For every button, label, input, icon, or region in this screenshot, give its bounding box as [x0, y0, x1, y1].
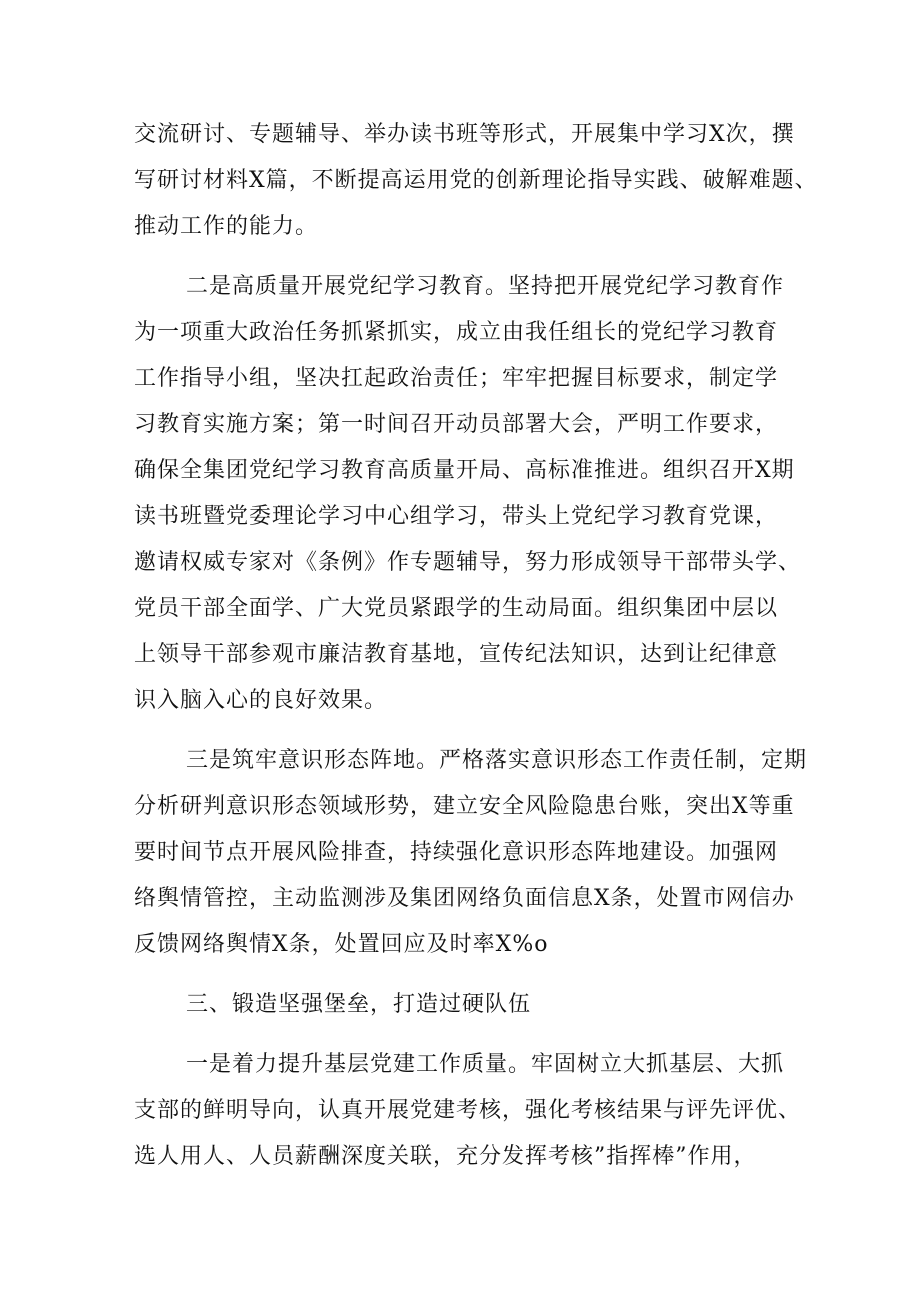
text-line: 工作指导小组，坚决扛起政治责任；牢牢把握目标要求，制定学 [134, 366, 779, 391]
section-heading-3 [134, 982, 794, 1028]
text-line: 交流研讨、专题辅导、举办读书班等形式，开展集中学习X次，撰 [134, 122, 795, 147]
paragraph-2 [134, 264, 802, 724]
paragraph-4 [134, 1042, 802, 1180]
text-line: 一是着力提升基层党建工作质量。牢固树立大抓基层、大抓 [186, 1052, 785, 1077]
text-line: 推动工作的能力。 [134, 214, 319, 239]
text-line: 党员干部全面学、广大党员紧跟学的生动局面。组织集团中层以 [134, 596, 779, 621]
text-line: 写研讨材料X篇，不断提高运用党的创新理论指导实践、破解难题、 [134, 168, 818, 193]
heading-text: 三、锻造坚强堡垒，打造过硬队伍 [186, 992, 532, 1017]
paragraph-3 [134, 738, 808, 968]
text-line: 确保全集团党纪学习教育高质量开局、高标准推进。组织召开X期 [134, 458, 795, 483]
text-line: 习教育实施方案；第一时间召开动员部署大会，严明工作要求， [134, 412, 779, 437]
text-line: 三是筑牢意识形态阵地。严格落实意识形态工作责任制，定期 [186, 748, 808, 773]
paragraph-1 [134, 112, 818, 250]
text-line: 反馈网络舆情X条，处置回应及时率X%o [134, 932, 549, 957]
text-line: 分析研判意识形态领域形势，建立安全风险隐患台账，突出X等重 [134, 794, 795, 819]
text-line: 支部的鲜明导向，认真开展党建考核，强化考核结果与评先评优、 [134, 1098, 802, 1123]
text-line: 二是高质量开展党纪学习教育。坚持把开展党纪学习教育作 [186, 274, 785, 299]
document-body [134, 112, 818, 1180]
text-line: 上领导干部参观市廉洁教育基地，宣传纪法知识，达到让纪律意 [134, 642, 779, 667]
text-line: 识入脑入心的良好效果。 [134, 688, 388, 713]
text-line: 邀请权威专家对《条例》作专题辅导，努力形成领导干部带头学、 [134, 550, 802, 575]
text-line: 为一项重大政治任务抓紧抓实，成立由我任组长的党纪学习教育 [134, 320, 779, 345]
text-line: 选人用人、人员薪酬深度关联，充分发挥考核”指挥棒”作用， [134, 1144, 757, 1169]
text-line: 要时间节点开展风险排查，持续强化意识形态阵地建设。加强网 [134, 840, 779, 865]
text-line: 读书班暨党委理论学习中心组学习，带头上党纪学习教育党课， [134, 504, 779, 529]
text-line: 络舆情管控，主动监测涉及集团网络负面信息X条，处置市网信办 [134, 886, 795, 911]
